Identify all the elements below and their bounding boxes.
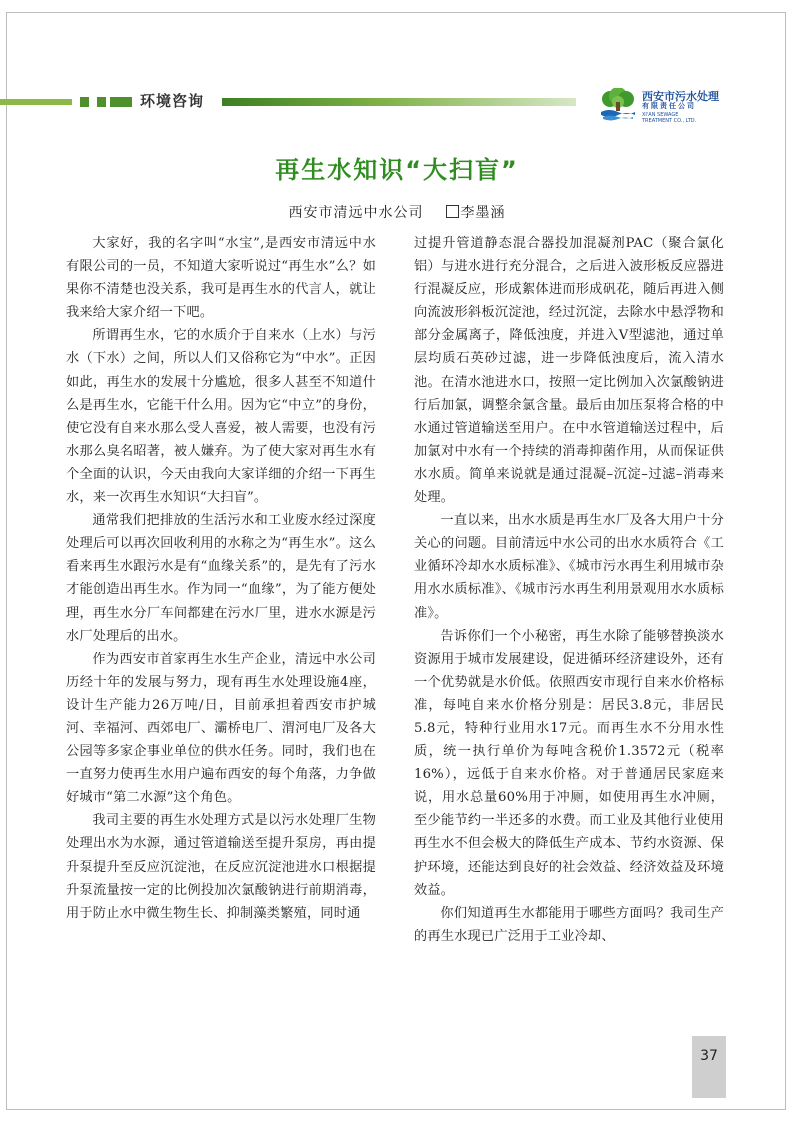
article-title: 再生水知识“大扫盲” bbox=[275, 156, 519, 184]
paragraph: 我司主要的再生水处理方式是以污水处理厂生物处理出水为水源，通过管道输送至提升泵房，再由提升泵提升至反应沉淀池，在反应沉淀池进水口根据提升泵流量按一定的比例投加次氯酸钠进行前期消毒，用于防止水中微生物生长、抑制藻类繁殖，同时通 bbox=[66, 813, 376, 921]
tree-logo-icon bbox=[598, 88, 638, 122]
logo-english-line-2: TREATMENT CO., LTD. bbox=[642, 118, 697, 124]
byline bbox=[0, 202, 794, 222]
logo-english-name bbox=[642, 112, 696, 124]
left-column bbox=[66, 232, 376, 925]
section-title: 环境咨询 bbox=[140, 92, 205, 110]
page-number: 37 bbox=[700, 1048, 718, 1064]
author-box-icon bbox=[446, 205, 459, 218]
paragraph: 所谓再生水，它的水质介于自来水（上水）与污水（下水）之间，所以人们又俗称它为“中水”。正因如此，再生水的发展十分尴尬，很多人甚至不知道什么是再生水，它能干什么用。因为它“中立”的身份，使它没有自来水那么受人喜爱，被人需要，也没有污水那么臭名昭著，被人嫌弃。为了使大家对再生水有个全面的认识，今天由我向大家详细的介绍一下再生水，来一次再生水知识“大扫盲”。 bbox=[66, 328, 376, 506]
paragraph: 作为西安市首家再生水生产企业，清远中水公司历经十年的发展与努力，现有再生水处理设施4座，设计生产能力26万吨/日，目前承担着西安市护城河、幸福河、西郊电厂、灞桥电厂、渭河电厂及各大公园等多家企事业单位的供水任务。同时，我们也在一直努力使再生水用户遍布西安的每个角落，力争做好城市“第二水源”这个角色。 bbox=[66, 651, 376, 806]
header-bar-left bbox=[0, 99, 72, 105]
byline-company: 西安市清远中水公司 bbox=[288, 205, 424, 221]
paragraph-continued: 过提升管道静态混合器投加混凝剂PAC（聚合氯化铝）与进水进行充分混合，之后进入波形板反应器进行混凝反应，形成絮体进而形成矾花，随后再进入侧向流波形斜板沉淀池，经过沉淀，去除水中悬浮物和部分金属离子，降低浊度，并进入V型滤池，通过单层均质石英砂过滤，进一步降低浊度后，流入清水池。在清水池进水口，按照一定比例加入次氯酸钠进行后加氯，调整余氯含量。最后由加压泵将合格的中水通过管道输送至用户。在中水管道输送过程中，后加氯对中水有一个持续的消毒抑菌作用，从而保证供水水质。简单来说就是通过混凝–沉淀–过滤–消毒来处理。 bbox=[414, 236, 724, 506]
header-square bbox=[110, 97, 132, 107]
paragraph: 告诉你们一个小秘密，再生水除了能够替换淡水资源用于城市发展建设，促进循环经济建设外，还有一个优势就是水价低。依照西安市现行自来水价格标准，每吨自来水价格分别是：居民3.8元，非居民5.8元，特种行业用水17元。而再生水不分用水性质，统一执行单价为每吨含税价1.3572元（税率16%），远低于自来水价格。对于普通居民家庭来说，用水总量60%用于冲厕，如使用再生水冲厕，至少能节约一半还多的水费。而工业及其他行业使用再生水不但会极大的降低生产成本、节约水资源、保护环境，还能达到良好的社会效益、经济效益及环境效益。 bbox=[414, 628, 724, 898]
header-bar-right bbox=[222, 98, 576, 106]
byline-author: 李墨涵 bbox=[460, 205, 506, 221]
header-square bbox=[80, 97, 89, 107]
paragraph: 你们知道再生水都能用于哪些方面吗？我司生产的再生水现已广泛用于工业冷却、 bbox=[414, 905, 724, 944]
right-column bbox=[414, 232, 724, 948]
logo-english-line-1: XI'AN SEWAGE bbox=[642, 112, 679, 118]
company-logo bbox=[598, 86, 718, 126]
logo-chinese-name: 西安市污水处理 bbox=[642, 90, 719, 103]
paragraph: 大家好，我的名字叫“水宝”,是西安市清远中水有限公司的一员，不知道大家听说过“再生水”么？如果你不清楚也没关系，我可是再生水的代言人，就让我来给大家介绍一下吧。 bbox=[66, 236, 376, 321]
logo-chinese-suffix: 有限责任公司 bbox=[642, 102, 696, 110]
paragraph: 通常我们把排放的生活污水和工业废水经过深度处理后可以再次回收利用的水称之为“再生水”。这么看来再生水跟污水是有“血缘关系”的，是先有了污水才能创造出再生水。作为同一“血缘”，为了能方便处理，再生水分厂车间都建在污水厂里，进水水源是污水厂处理后的出水。 bbox=[66, 513, 376, 644]
page-number-tab bbox=[692, 1036, 726, 1098]
paragraph: 一直以来，出水水质是再生水厂及各大用户十分关心的问题。目前清远中水公司的出水水质符合《工业循环冷却水水质标准》、《城市污水再生利用城市杂用水水质标准》、《城市污水再生利用景观用水水质标准》。 bbox=[414, 513, 724, 621]
header-square bbox=[97, 97, 106, 107]
